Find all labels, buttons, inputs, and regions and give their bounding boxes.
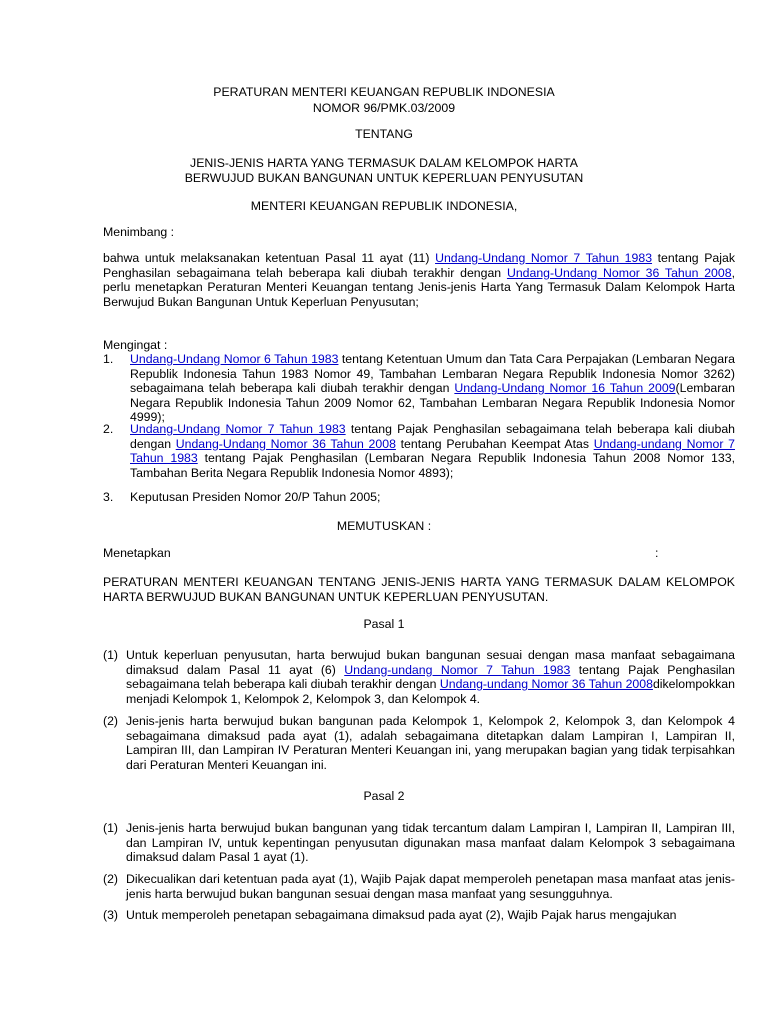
ayat-number: (2): [103, 714, 119, 728]
item-text: tentang Ketentuan Umum dan Tata Cara Perpajakan (Lembaran Negara Republik Indonesia Tahun 1983 Nomor 49, Tambahan Lembaran Negara Republik Indonesia Nomor 3262) sebagaimana telah beberapa kali diubah terakhir dengan: [130, 352, 736, 395]
ayat-number: (1): [103, 821, 119, 835]
pasal-1-ayat-2: [103, 714, 735, 772]
minister-line: MENTERI KEUANGAN REPUBLIK INDONESIA,: [250, 199, 518, 213]
header-tentang: TENTANG: [355, 127, 413, 141]
item-text: tentang Pajak Penghasilan (Lembaran Negara Republik Indonesia Tahun 2008 Nomor 133, Tambahan Berita Negara Republik Indonesia Nomor 4893);: [130, 451, 735, 480]
menimbang-label: Menimbang :: [103, 225, 175, 239]
header-line-2: NOMOR 96/PMK.03/2009: [312, 101, 456, 115]
link-uu-7-1983[interactable]: Undang-Undang Nomor 7 Tahun 1983: [130, 422, 346, 436]
menetapkan-label: Menetapkan: [103, 546, 171, 560]
menimbang-text-3: , perlu menetapkan Peraturan Menteri Keuangan tentang Jenis-jenis Harta Yang Termasuk Dalam Kelompok Harta Berwujud Bukan Bangunan Untuk Keperluan Penyusutan;: [103, 265, 735, 309]
item-text: (Lembaran Negara Republik Indonesia Tahun 2009 Nomor 62, Tambahan Lembaran Negara Republik Indonesia Nomor 4999);: [130, 381, 735, 424]
link-uu-7-1983-b[interactable]: Undang-undang Nomor 7 Tahun 1983: [130, 436, 735, 465]
ayat-text: Jenis-jenis harta berwujud bukan bangunan yang tidak tercantum dalam Lampiran I, Lampiran II, Lampiran III, dan Lampiran IV, untuk kepentingan penyusutan digunakan masa manfaat dalam Kelompok 3 sebagaimana dimaksud dalam Pasal 1 ayat (1).: [126, 821, 735, 864]
menimbang-paragraph: [103, 251, 735, 309]
link-uu-7-1983[interactable]: Undang-Undang Nomor 7 Tahun 1983: [435, 251, 653, 265]
header-line-1: PERATURAN MENTERI KEUANGAN REPUBLIK INDONESIA: [213, 85, 555, 99]
ayat-text: dikelompokkan menjadi Kelompok 1, Kelompok 2, Kelompok 3, dan Kelompok 4.: [126, 677, 735, 706]
item-number: 3.: [103, 490, 114, 504]
menimbang-text-1: bahwa untuk melaksanakan ketentuan Pasal 11 ayat (11): [103, 251, 436, 265]
item-number: 2.: [103, 422, 114, 436]
pasal-1-ayat-1: [103, 648, 735, 706]
mengingat-item-1: [103, 352, 735, 425]
subject-line-1: JENIS-JENIS HARTA YANG TERMASUK DALAM KELOMPOK HARTA: [190, 156, 578, 170]
ayat-text: Untuk keperluan penyusutan, harta berwujud bukan bangunan sesuai dengan masa manfaat sebagaimana dimaksud dalam Pasal 11 ayat (6): [126, 648, 735, 677]
mengingat-label: Mengingat :: [103, 338, 168, 352]
pasal-1-heading: Pasal 1: [363, 617, 405, 631]
ayat-text: Untuk memperoleh penetapan sebagaimana dimaksud pada ayat (2), Wajib Pajak harus mengajukan: [126, 908, 677, 922]
pasal-2-ayat-2: [103, 872, 735, 901]
link-uu-36-2008[interactable]: Undang-Undang Nomor 36 Tahun 2008: [506, 265, 732, 280]
regulation-title: PERATURAN MENTERI KEUANGAN TENTANG JENIS-JENIS HARTA YANG TERMASUK DALAM KELOMPOK HARTA BERWUJUD BUKAN BANGUNAN UNTUK KEPERLUAN PENYUSUTAN.: [103, 575, 735, 604]
link-uu-7-1983[interactable]: Undang-undang Nomor 7 Tahun 1983: [344, 662, 571, 677]
ayat-number: (2): [103, 872, 119, 886]
item-number: 1.: [103, 352, 114, 366]
pasal-2-heading: Pasal 2: [363, 789, 405, 803]
link-uu-36-2008[interactable]: Undang-Undang Nomor 36 Tahun 2008: [175, 436, 396, 451]
menimbang-text-2: tentang Pajak Penghasilan sebagaimana telah beberapa kali diubah terakhir dengan: [103, 251, 735, 280]
link-uu-36-2008[interactable]: Undang-undang Nomor 36 Tahun 2008: [439, 677, 653, 691]
item-text: tentang Perubahan Keempat Atas: [395, 436, 594, 451]
ayat-text: Jenis-jenis harta berwujud bukan bangunan pada Kelompok 1, Kelompok 2, Kelompok 3, dan Kelompok 4 sebagaimana dimaksud pada ayat (1), adalah sebagaimana ditetapkan dalam Lampiran I, Lampiran II, Lampiran III, dan Lampiran IV Peraturan Menteri Keuangan ini, yang merupakan bagian yang tidak terpisahkan dari Peraturan Menteri Keuangan ini.: [126, 714, 735, 772]
item-text: tentang Pajak Penghasilan sebagaimana telah beberapa kali diubah dengan: [130, 422, 735, 451]
memutuskan-heading: MEMUTUSKAN :: [336, 519, 432, 533]
mengingat-item-2: [103, 422, 735, 480]
ayat-number: (3): [103, 908, 119, 922]
ayat-number: (1): [103, 648, 119, 662]
ayat-text: tentang Pajak Penghasilan sebagaimana telah beberapa kali diubah terakhir dengan: [126, 662, 735, 691]
pasal-2-ayat-3: [103, 908, 735, 923]
menetapkan-colon: :: [655, 546, 659, 560]
link-uu-6-1983[interactable]: Undang-Undang Nomor 6 Tahun 1983: [130, 352, 339, 366]
mengingat-item-3: [103, 490, 735, 505]
subject-line-2: BERWUJUD BUKAN BANGUNAN UNTUK KEPERLUAN PENYUSUTAN: [184, 171, 584, 185]
ayat-text: Dikecualikan dari ketentuan pada ayat (1), Wajib Pajak dapat memperoleh penetapan masa manfaat atas jenis-jenis harta berwujud bukan bangunan sesuai dengan masa manfaat yang sesungguhnya.: [126, 872, 735, 901]
pasal-2-ayat-1: [103, 821, 735, 865]
link-uu-16-2009[interactable]: Undang-Undang Nomor 16 Tahun 2009: [454, 381, 676, 395]
item-text: Keputusan Presiden Nomor 20/P Tahun 2005;: [130, 490, 381, 504]
